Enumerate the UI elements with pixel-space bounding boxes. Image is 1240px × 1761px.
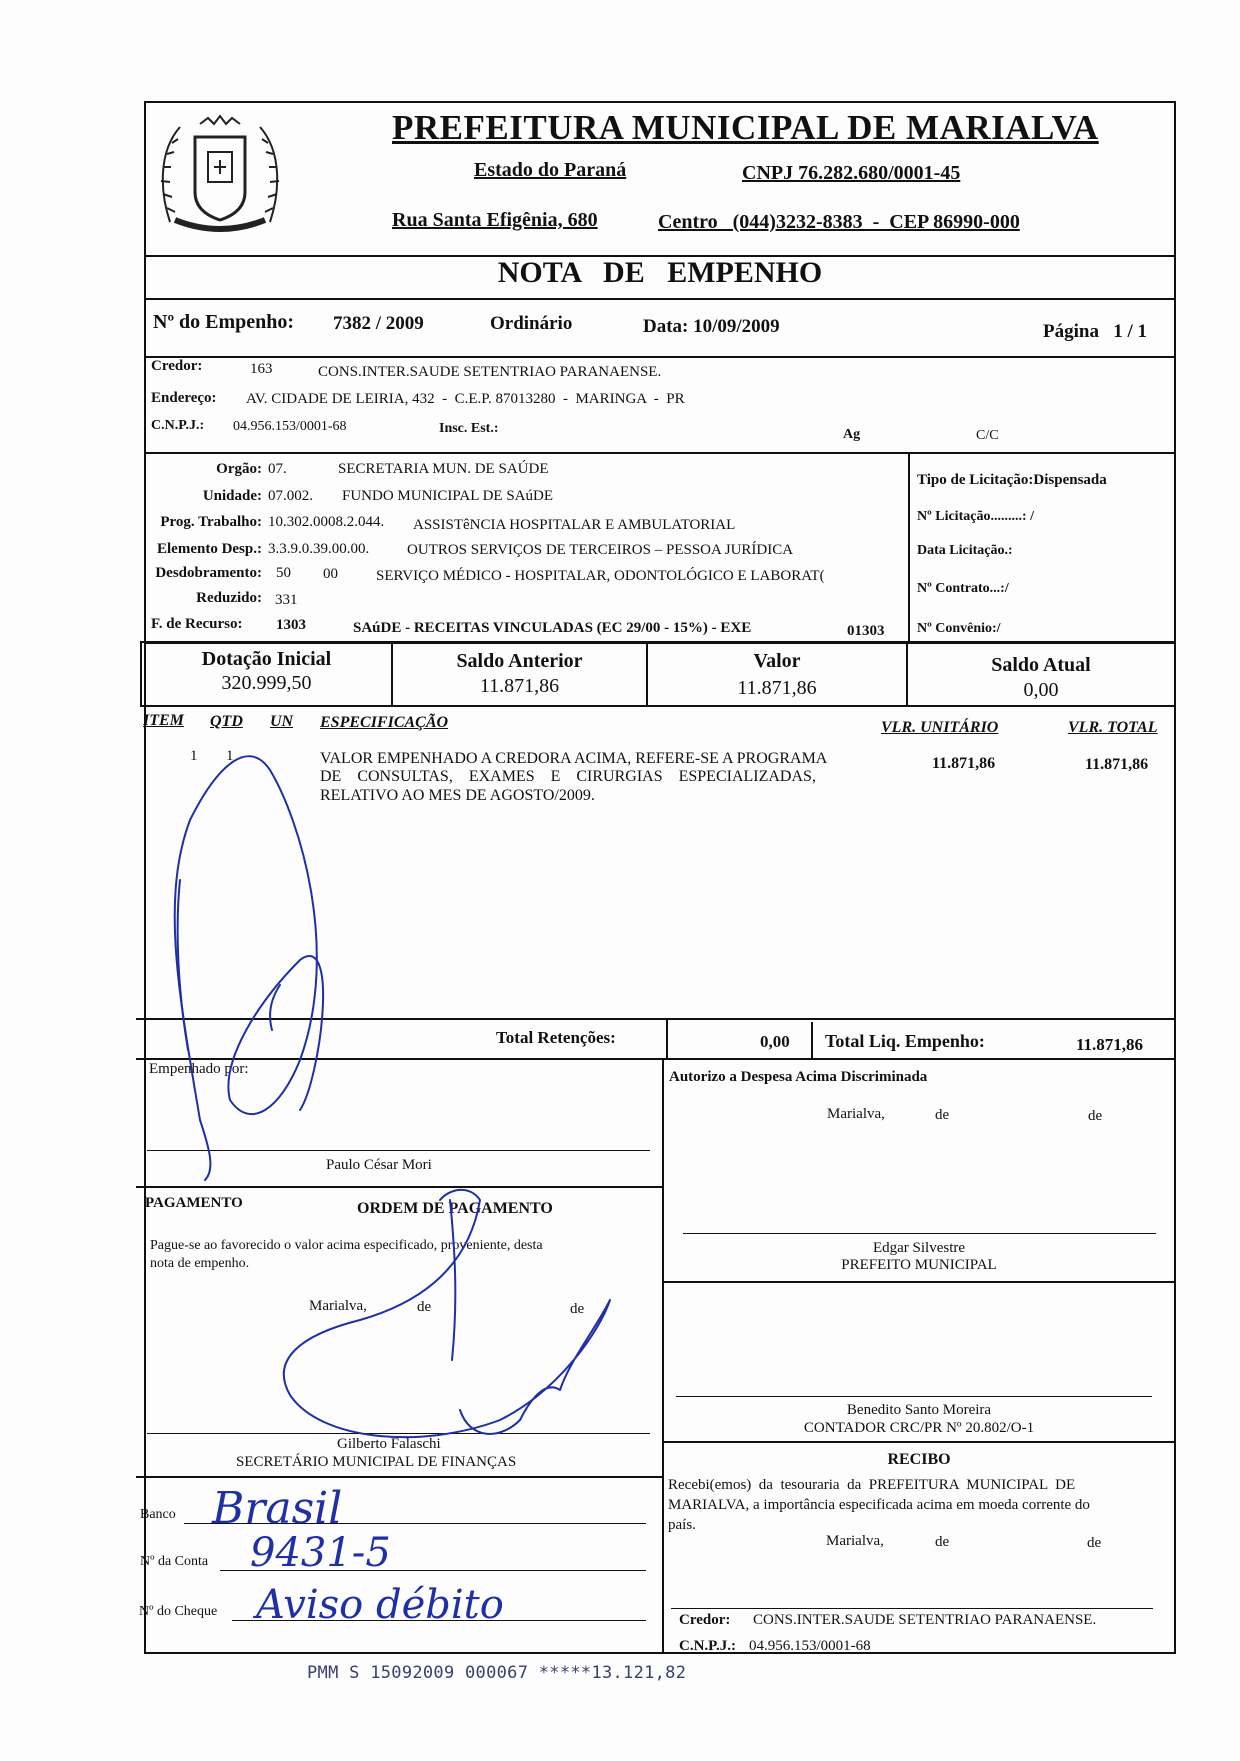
item-desc-line2: DE CONSULTAS, EXAMES E CIRURGIAS ESPECIALIZADAS, — [320, 768, 816, 785]
conta-label: Nº da Conta — [140, 1554, 209, 1569]
recibo-city: Marialva, — [826, 1533, 884, 1549]
orgao-code: 07. — [268, 461, 287, 477]
endereco-value: AV. CIDADE DE LEIRIA, 432 - C.E.P. 87013280 - MARINGA - PR — [246, 391, 685, 407]
desd-name: SERVIÇO MÉDICO - HOSPITALAR, ODONTOLÓGICO E LABORAT( — [376, 568, 825, 584]
recibo-label: RECIBO — [887, 1451, 951, 1468]
col-unit: VLR. UNITÁRIO — [881, 719, 999, 736]
saldo-atual-value: 0,00 — [1023, 679, 1059, 701]
saldo-anterior-label: Saldo Anterior — [456, 650, 583, 672]
elem-label: Elemento Desp.: — [157, 541, 262, 557]
prog-name: ASSISTêNCIA HOSPITALAR E AMBULATORIAL — [413, 517, 736, 533]
cnpj-label: C.N.P.J.: — [151, 418, 205, 433]
fonte-code: 1303 — [276, 617, 306, 633]
credor-name: CONS.INTER.SAUDE SETENTRIAO PARANAENSE. — [318, 364, 662, 380]
empenho-pagina: Página 1 / 1 — [1043, 321, 1147, 342]
autorizo-label: Autorizo a Despesa Acima Discriminada — [669, 1069, 928, 1085]
col-un: UN — [270, 713, 294, 730]
header-address: Rua Santa Efigênia, 680 — [392, 209, 598, 231]
contador-name: Benedito Santo Moreira — [846, 1402, 992, 1418]
lic-contrato: Nº Contrato...:/ — [917, 581, 1009, 596]
pagamento-text1: Pague-se ao favorecido o valor acima especificado, proveniente, desta — [150, 1238, 543, 1253]
empenho-data: Data: 10/09/2009 — [643, 316, 780, 337]
dotacao-label: Dotação Inicial — [201, 648, 332, 670]
liq-empenho-label: Total Liq. Empenho: — [825, 1031, 985, 1051]
pagamento-text2: nota de empenho. — [150, 1256, 250, 1271]
retencoes-label: Total Retenções: — [496, 1028, 616, 1047]
endereco-label: Endereço: — [151, 390, 217, 406]
ordem-pagamento-label: ORDEM DE PAGAMENTO — [357, 1200, 553, 1217]
recibo-cnpj-label: C.N.P.J.: — [679, 1638, 736, 1654]
cc-label: C/C — [976, 428, 999, 443]
item-desc-line3: RELATIVO AO MES DE AGOSTO/2009. — [320, 787, 595, 804]
recibo-text2: MARIALVA, a importância especificada acima em moeda corrente do — [668, 1497, 1090, 1513]
fonte-name: SAúDE - RECEITAS VINCULADAS (EC 29/00 - 15%) - EXE — [353, 620, 752, 636]
cnpj-value: 04.956.153/0001-68 — [233, 419, 347, 434]
desd-code1: 50 — [276, 565, 291, 581]
prog-label: Prog. Trabalho: — [160, 514, 262, 530]
lic-tipo: Tipo de Licitação:Dispensada — [917, 472, 1107, 488]
prefeito-name: Edgar Silvestre — [872, 1240, 966, 1256]
header-state: Estado do Paraná — [474, 159, 627, 181]
header-district-phone: Centro (044)3232-8383 - CEP 86990-000 — [658, 211, 1020, 233]
col-qtd: QTD — [210, 713, 243, 730]
elem-name: OUTROS SERVIÇOS DE TERCEIROS – PESSOA JURÍDICA — [407, 542, 794, 558]
item-total-value: 11.871,86 — [1085, 756, 1149, 773]
orgao-label: Orgão: — [216, 461, 262, 477]
desd-label: Desdobramento: — [155, 565, 262, 581]
pagamento-label: PAGAMENTO — [145, 1195, 243, 1211]
prefeito-role: PREFEITO MUNICIPAL — [841, 1257, 997, 1273]
liq-empenho-value: 11.871,86 — [1076, 1035, 1144, 1054]
header-cnpj: CNPJ 76.282.680/0001-45 — [742, 162, 961, 184]
col-item: ITEM — [143, 712, 184, 729]
secretario-name: Gilberto Falaschi — [337, 1436, 441, 1452]
valor-value: 11.871,86 — [737, 677, 817, 699]
unidade-label: Unidade: — [202, 488, 262, 504]
item-desc-line1: VALOR EMPENHADO A CREDORA ACIMA, REFERE-SE A PROGRAMA — [320, 750, 828, 767]
lic-num: Nº Licitação.........: / — [917, 509, 1034, 524]
fonte-num: 01303 — [847, 623, 885, 639]
recibo-de2: de — [1087, 1535, 1102, 1551]
saldo-anterior-value: 11.871,86 — [479, 675, 560, 697]
lic-convenio: Nº Convênio:/ — [917, 621, 1001, 636]
header-title: PREFEITURA MUNICIPAL DE MARIALVA — [392, 108, 1099, 147]
prog-code: 10.302.0008.2.044. — [268, 514, 385, 530]
item-number: 1 — [190, 748, 198, 764]
recibo-text1: Recebi(emos) da tesouraria da PREFEITURA MUNICIPAL DE — [668, 1477, 1076, 1493]
recibo-credor-label: Credor: — [679, 1612, 731, 1628]
ag-label: Ag — [843, 427, 861, 442]
retencoes-value: 0,00 — [760, 1032, 790, 1051]
orgao-name: SECRETARIA MUN. DE SAÚDE — [338, 461, 549, 477]
autorizo-city: Marialva, — [827, 1106, 885, 1122]
fonte-label: F. de Recurso: — [151, 616, 243, 632]
reduzido-value: 331 — [275, 592, 298, 608]
credor-code: 163 — [250, 361, 273, 377]
autorizo-de1: de — [935, 1107, 950, 1123]
pagamento-de1: de — [417, 1299, 432, 1315]
elem-code: 3.3.9.0.39.00.00. — [268, 541, 370, 557]
empenhado-name: Paulo César Mori — [326, 1157, 432, 1173]
unidade-code: 07.002. — [268, 488, 313, 504]
recibo-text3: país. — [668, 1517, 696, 1533]
col-espec: ESPECIFICAÇÃO — [320, 714, 449, 731]
pagamento-de2: de — [570, 1301, 585, 1317]
empenho-tipo: Ordinário — [490, 313, 573, 334]
saldo-atual-label: Saldo Atual — [991, 654, 1091, 676]
pagamento-city: Marialva, — [309, 1298, 367, 1314]
cheque-label: Nº do Cheque — [139, 1604, 218, 1619]
empenhado-label: Empenhado por: — [149, 1061, 249, 1077]
conta-value: 9431-5 — [250, 1530, 391, 1576]
secretario-role: SECRETÁRIO MUNICIPAL DE FINANÇAS — [236, 1454, 517, 1470]
autorizo-de2: de — [1088, 1108, 1103, 1124]
cheque-value: Aviso débito — [256, 1582, 504, 1628]
valor-label: Valor — [753, 650, 801, 672]
col-total: VLR. TOTAL — [1068, 719, 1158, 736]
recibo-credor-name: CONS.INTER.SAUDE SETENTRIAO PARANAENSE. — [753, 1612, 1097, 1628]
insc-label: Insc. Est.: — [439, 421, 499, 436]
item-unit-value: 11.871,86 — [932, 755, 996, 772]
authentication-stamp: PMM S 15092009 000067 *****13.121,82 — [307, 1663, 687, 1683]
unidade-name: FUNDO MUNICIPAL DE SAúDE — [342, 488, 553, 504]
item-qtd: 1 — [226, 748, 234, 764]
banco-label: Banco — [140, 1507, 176, 1522]
recibo-de1: de — [935, 1534, 950, 1550]
recibo-cnpj-value: 04.956.153/0001-68 — [749, 1638, 871, 1654]
banco-value: Brasil — [212, 1483, 343, 1534]
doc-title: NOTA DE EMPENHO — [497, 256, 823, 289]
reduzido-label: Reduzido: — [196, 590, 262, 606]
empenho-num-value: 7382 / 2009 — [333, 313, 424, 334]
contador-role: CONTADOR CRC/PR Nº 20.802/O-1 — [803, 1420, 1035, 1436]
lic-data: Data Licitação.: — [917, 543, 1013, 558]
credor-label: Credor: — [151, 358, 203, 374]
desd-code2: 00 — [323, 566, 338, 582]
dotacao-value: 320.999,50 — [221, 672, 312, 694]
empenho-num-label: Nº do Empenho: — [153, 311, 295, 333]
